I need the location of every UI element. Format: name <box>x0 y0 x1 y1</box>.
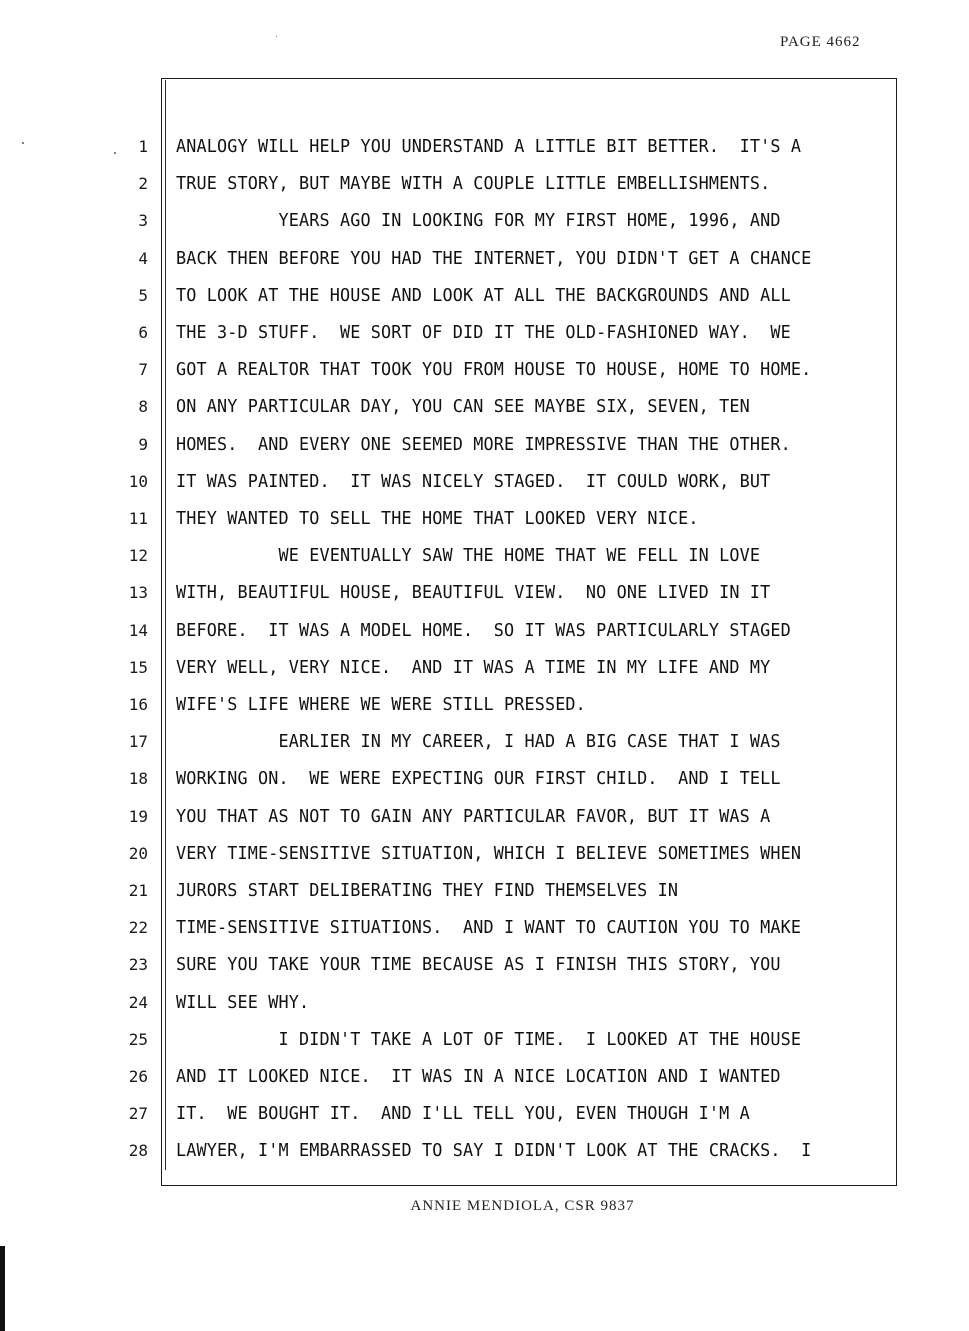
transcript-line: JURORS START DELIBERATING THEY FIND THEMSELVES IN <box>176 881 679 901</box>
transcript-line: WORKING ON. WE WERE EXPECTING OUR FIRST CHILD. AND I TELL <box>176 769 781 789</box>
line-number: 2 <box>138 174 148 193</box>
transcript-line: LAWYER, I'M EMBARRASSED TO SAY I DIDN'T LOOK AT THE CRACKS. I <box>176 1141 812 1161</box>
scan-speck <box>114 152 116 154</box>
transcript-line: GOT A REALTOR THAT TOOK YOU FROM HOUSE TO HOUSE, HOME TO HOME. <box>176 360 812 380</box>
line-number: 26 <box>128 1067 148 1086</box>
line-number: 15 <box>128 658 148 677</box>
transcript-line: BEFORE. IT WAS A MODEL HOME. SO IT WAS PARTICULARLY STAGED <box>176 621 791 641</box>
transcript-line: I DIDN'T TAKE A LOT OF TIME. I LOOKED AT THE HOUSE <box>176 1030 802 1050</box>
transcript-line: TIME-SENSITIVE SITUATIONS. AND I WANT TO CAUTION YOU TO MAKE <box>176 918 802 938</box>
transcript-line: TO LOOK AT THE HOUSE AND LOOK AT ALL THE BACKGROUNDS AND ALL <box>176 286 791 306</box>
line-number: 19 <box>128 807 148 826</box>
transcript-line: ON ANY PARTICULAR DAY, YOU CAN SEE MAYBE SIX, SEVEN, TEN <box>176 397 750 417</box>
line-number: 14 <box>128 621 148 640</box>
transcript-line: YEARS AGO IN LOOKING FOR MY FIRST HOME, 1996, AND <box>176 211 781 231</box>
line-number: 5 <box>138 286 148 305</box>
line-number: 18 <box>128 769 148 788</box>
transcript-line: ANALOGY WILL HELP YOU UNDERSTAND A LITTLE BIT BETTER. IT'S A <box>176 137 802 157</box>
transcript-line: WILL SEE WHY. <box>176 993 310 1013</box>
transcript-line: VERY WELL, VERY NICE. AND IT WAS A TIME IN MY LIFE AND MY <box>176 658 771 678</box>
transcript-line: IT. WE BOUGHT IT. AND I'LL TELL YOU, EVEN THOUGH I'M A <box>176 1104 750 1124</box>
transcript-line: TRUE STORY, BUT MAYBE WITH A COUPLE LITTLE EMBELLISHMENTS. <box>176 174 771 194</box>
transcript-line: IT WAS PAINTED. IT WAS NICELY STAGED. IT COULD WORK, BUT <box>176 472 771 492</box>
line-number: 28 <box>128 1141 148 1160</box>
line-number: 4 <box>138 249 148 268</box>
line-number: 11 <box>128 509 148 528</box>
line-number: 9 <box>138 435 148 454</box>
line-number: 23 <box>128 955 148 974</box>
transcript-line: WITH, BEAUTIFUL HOUSE, BEAUTIFUL VIEW. NO ONE LIVED IN IT <box>176 583 771 603</box>
line-number: 22 <box>128 918 148 937</box>
court-reporter-footer: ANNIE MENDIOLA, CSR 9837 <box>410 1198 635 1214</box>
line-number: 27 <box>128 1104 148 1123</box>
transcript-line: BACK THEN BEFORE YOU HAD THE INTERNET, YOU DIDN'T GET A CHANCE <box>176 249 812 269</box>
line-number: 12 <box>128 546 148 565</box>
transcript-line: WIFE'S LIFE WHERE WE WERE STILL PRESSED. <box>176 695 586 715</box>
transcript-line: HOMES. AND EVERY ONE SEEMED MORE IMPRESSIVE THAN THE OTHER. <box>176 435 791 455</box>
line-number: 10 <box>128 472 148 491</box>
transcript-line: EARLIER IN MY CAREER, I HAD A BIG CASE THAT I WAS <box>176 732 781 752</box>
transcript-line: VERY TIME-SENSITIVE SITUATION, WHICH I BELIEVE SOMETIMES WHEN <box>176 844 802 864</box>
transcript-line: AND IT LOOKED NICE. IT WAS IN A NICE LOCATION AND I WANTED <box>176 1067 781 1087</box>
line-number: 25 <box>128 1030 148 1049</box>
line-number: 8 <box>138 397 148 416</box>
page-number: PAGE 4662 <box>780 34 861 50</box>
line-number: 16 <box>128 695 148 714</box>
scan-speck <box>22 142 24 144</box>
transcript-line: YOU THAT AS NOT TO GAIN ANY PARTICULAR FAVOR, BUT IT WAS A <box>176 807 771 827</box>
line-number: 6 <box>138 323 148 342</box>
line-number: 24 <box>128 993 148 1012</box>
line-number: 21 <box>128 881 148 900</box>
transcript-line: WE EVENTUALLY SAW THE HOME THAT WE FELL IN LOVE <box>176 546 761 566</box>
transcript-line: THE 3-D STUFF. WE SORT OF DID IT THE OLD-FASHIONED WAY. WE <box>176 323 791 343</box>
line-number: 17 <box>128 732 148 751</box>
scan-edge-mark <box>0 1246 5 1331</box>
scan-speck <box>276 36 277 37</box>
line-number-rule <box>165 80 166 1170</box>
line-number: 3 <box>138 211 148 230</box>
line-number: 7 <box>138 360 148 379</box>
transcript-line: SURE YOU TAKE YOUR TIME BECAUSE AS I FINISH THIS STORY, YOU <box>176 955 781 975</box>
line-number: 20 <box>128 844 148 863</box>
transcript-line: THEY WANTED TO SELL THE HOME THAT LOOKED VERY NICE. <box>176 509 699 529</box>
line-number: 1 <box>138 137 148 156</box>
line-number: 13 <box>128 583 148 602</box>
